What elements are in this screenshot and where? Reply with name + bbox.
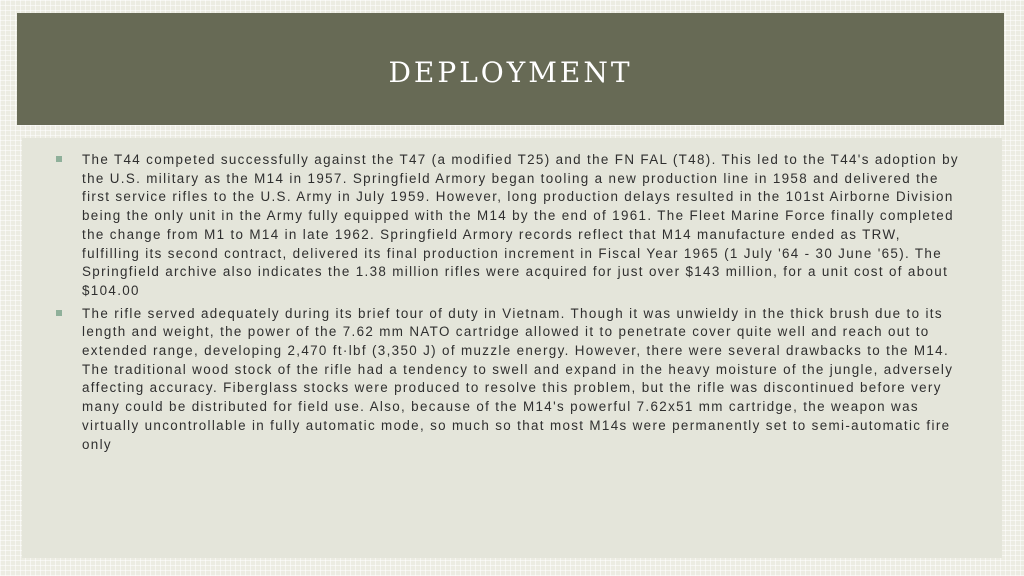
bullet-item [82,151,962,301]
bullet-text: The rifle served adequately during its brief tour of duty in Vietnam. Though it was unwieldy in the thick brush due to its length and weight, the power of the 7.62 mm NATO cartridge allowed it to penetrate cover quite well and reach out to extended range, developing 2,470 ft·lbf (3,350 J) of muzzle energy. However, there were several drawbacks to the M14. The traditional wood stock of the rifle had a tendency to swell and expand in the heavy moisture of the jungle, adversely affecting accuracy. Fiberglass stocks were produced to resolve this problem, but the rifle was discontinued before very many could be distributed for field use. Also, because of the M14's powerful 7.62x51 mm cartridge, the weapon was virtually uncontrollable in fully automatic mode, so much so that most M14s were permanently set to semi-automatic fire only [82,305,954,452]
bullet-list [22,138,1002,454]
title-bar [17,13,1004,125]
square-bullet-icon [56,310,62,316]
content-area [22,138,1002,558]
bullet-item [82,305,962,455]
bullet-text: The T44 competed successfully against the T47 (a modified T25) and the FN FAL (T48). This led to the T44's adoption by the U.S. military as the M14 in 1957. Springfield Armory began tooling a new production line in 1958 and delivered the first service rifles to the U.S. Army in July 1959. However, long production delays resulted in the 101st Airborne Division being the only unit in the Army fully equipped with the M14 by the end of 1961. The Fleet Marine Force finally completed the change from M1 to M14 in late 1962. Springfield Armory records reflect that M14 manufacture ended as TRW, fulfilling its second contract, delivered its final production increment in Fiscal Year 1965 (1 July '64 - 30 June '65). The Springfield archive also indicates the 1.38 million rifles were acquired for just over $143 million, for a unit cost of about $104.00 [82,152,959,298]
slide-title: deployment [388,46,633,92]
square-bullet-icon [56,156,62,162]
